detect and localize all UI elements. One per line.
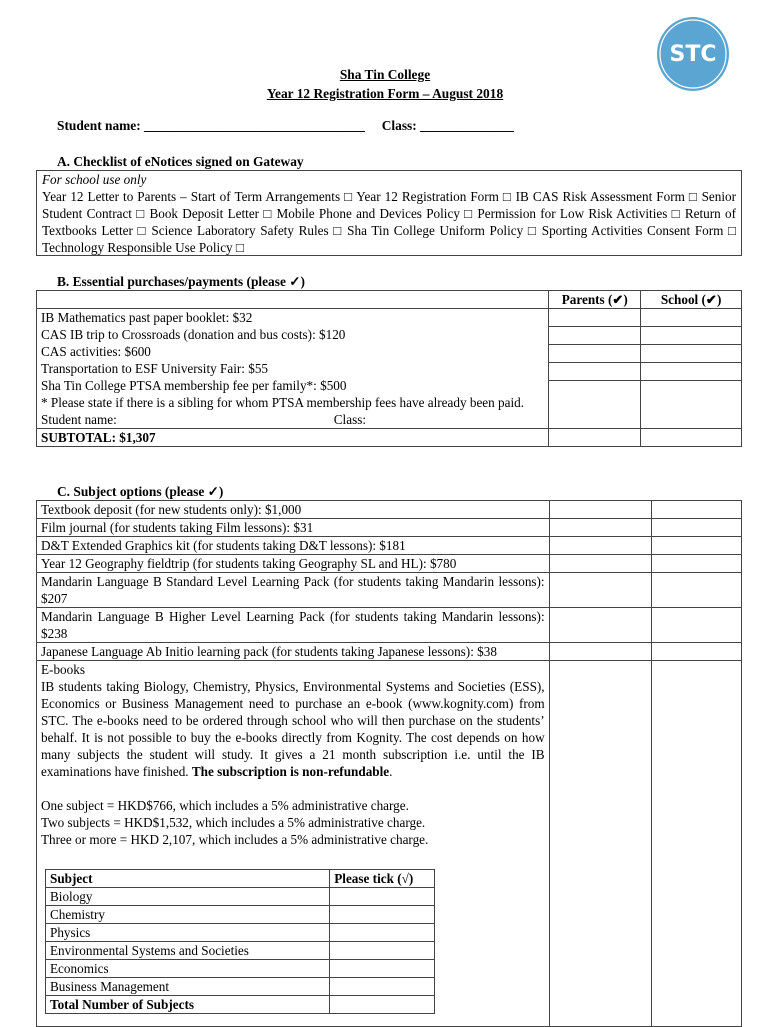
subtotal: SUBTOTAL: $1,307 bbox=[37, 429, 549, 447]
school-name: Sha Tin College bbox=[339, 67, 431, 82]
school-tick-cell[interactable] bbox=[652, 643, 742, 661]
section-b-heading: B. Essential purchases/payments (please ✓) bbox=[57, 274, 305, 289]
list-item: CAS activities: $600 bbox=[41, 344, 151, 359]
parents-tick-cell[interactable] bbox=[549, 555, 652, 573]
table-row bbox=[37, 573, 742, 608]
parents-column-header: Parents (✔) bbox=[549, 291, 641, 309]
school-tick-cell[interactable] bbox=[652, 501, 742, 519]
section-a-box bbox=[36, 170, 742, 256]
student-name-class-line: Student name: _________________________________ Class: ______________ bbox=[57, 118, 514, 133]
school-tick-cell[interactable] bbox=[652, 608, 742, 643]
essential-payments-table bbox=[36, 290, 742, 447]
parents-tick-cell[interactable] bbox=[549, 608, 652, 643]
school-checkbox-cell[interactable] bbox=[641, 309, 742, 429]
option-item: Year 12 Geography fieldtrip (for students taking Geography SL and HL): $780 bbox=[37, 555, 550, 573]
table-row bbox=[37, 608, 742, 643]
option-item: Textbook deposit (for new students only): $1,000 bbox=[37, 501, 550, 519]
parents-tick-cell[interactable] bbox=[549, 643, 652, 661]
parents-tick-cell[interactable] bbox=[549, 519, 652, 537]
option-item: Mandarin Language B Higher Level Learning Pack (for students taking Mandarin lessons): $238 bbox=[37, 608, 550, 643]
table-row bbox=[37, 555, 742, 573]
subject-name: Economics bbox=[46, 960, 330, 978]
tick-header: Please tick (√) bbox=[330, 870, 435, 888]
student-name-label: Student name: bbox=[41, 412, 117, 427]
price-line: Two subjects = HKD$1,532, which includes a 5% administrative charge. bbox=[41, 815, 426, 830]
table-row bbox=[37, 501, 742, 519]
school-tick-cell[interactable] bbox=[652, 519, 742, 537]
table-row bbox=[37, 643, 742, 661]
sibling-student-line bbox=[41, 411, 366, 428]
subject-header: Subject bbox=[46, 870, 330, 888]
total-subjects-label: Total Number of Subjects bbox=[46, 996, 330, 1014]
subject-name: Environmental Systems and Societies bbox=[46, 942, 330, 960]
ebooks-cell bbox=[37, 661, 550, 1027]
subject-name: Physics bbox=[46, 924, 330, 942]
option-item: Film journal (for students taking Film lessons): $31 bbox=[37, 519, 550, 537]
subject-name: Business Management bbox=[46, 978, 330, 996]
school-tick-cell[interactable] bbox=[652, 573, 742, 608]
list-item: Sha Tin College PTSA membership fee per family*: $500 bbox=[41, 378, 347, 393]
subject-tick-cell[interactable] bbox=[330, 942, 435, 960]
list-item: Transportation to ESF University Fair: $55 bbox=[41, 361, 269, 376]
parents-tick-cell[interactable] bbox=[549, 501, 652, 519]
subject-name: Biology bbox=[46, 888, 330, 906]
option-item: Mandarin Language B Standard Level Learning Pack (for students taking Mandarin lessons): $207 bbox=[37, 573, 550, 608]
price-line: One subject = HKD$766, which includes a 5% administrative charge. bbox=[41, 798, 409, 813]
enotices-checklist: Year 12 Letter to Parents – Start of Term Arrangements □ Year 12 Registration Form □ IB CAS Risk Assessment Form □ Senior Student Contract □ Book Deposit Letter □ Mobile Phone and Devices Policy □ Permission for Low Risk Activities □ Return of Textbooks Letter □ Science Laboratory Safety Rules □ Sha Tin College Uniform Policy □ Sporting Activities Consent Form □ Technology Responsible Use Policy □ bbox=[42, 189, 736, 255]
class-label: Class: bbox=[333, 412, 366, 427]
school-subtotal-cell[interactable] bbox=[641, 429, 742, 447]
school-tick-cell[interactable] bbox=[652, 537, 742, 555]
list-item: * Please state if there is a sibling for whom PTSA membership fees have already been paid. bbox=[41, 395, 525, 410]
option-item: D&T Extended Graphics kit (for students taking D&T lessons): $181 bbox=[37, 537, 550, 555]
school-column-header: School (✔) bbox=[641, 291, 742, 309]
ebooks-title: E-books bbox=[41, 662, 85, 677]
ebook-subjects-table bbox=[45, 869, 435, 1014]
parents-tick-cell[interactable] bbox=[549, 573, 652, 608]
subject-tick-cell[interactable] bbox=[330, 888, 435, 906]
parents-checkbox-cell[interactable] bbox=[549, 309, 641, 429]
subject-tick-cell[interactable] bbox=[330, 978, 435, 996]
parents-subtotal-cell[interactable] bbox=[549, 429, 641, 447]
section-c-heading: C. Subject options (please ✓) bbox=[57, 484, 224, 499]
table-row bbox=[37, 519, 742, 537]
list-item: IB Mathematics past paper booklet: $32 bbox=[41, 310, 253, 325]
table-row bbox=[37, 537, 742, 555]
payment-items bbox=[37, 309, 549, 429]
logo-text: STC bbox=[669, 42, 717, 67]
list-item: CAS IB trip to Crossroads (donation and bus costs): $120 bbox=[41, 327, 346, 342]
subject-tick-cell[interactable] bbox=[330, 960, 435, 978]
school-tick-cell[interactable] bbox=[652, 555, 742, 573]
ebooks-description: IB students taking Biology, Chemistry, Physics, Environmental Systems and Societies (ESS), Economics or Business Management need to purchase an e-book (www.kognity.com) from STC. The e-books need to be ordered through school who will then purchase on the students’ behalf. It is not possible to buy the e-books directly from Kognity. The cost depends on how many subjects the student will study. It gives a 21 month subscription i.e. until the IB examinations have finished. The subscription is non-refundable. bbox=[41, 679, 545, 779]
price-line: Three or more = HKD 2,107, which includes a 5% administrative charge. bbox=[41, 832, 429, 847]
subject-name: Chemistry bbox=[46, 906, 330, 924]
table-row bbox=[37, 661, 742, 1027]
parents-ebook-cell[interactable] bbox=[549, 661, 652, 1027]
option-item: Japanese Language Ab Initio learning pack (for students taking Japanese lessons): $38 bbox=[37, 643, 550, 661]
school-ebook-cell[interactable] bbox=[652, 661, 742, 1027]
subject-options-table bbox=[36, 500, 742, 1027]
school-use-note: For school use only bbox=[42, 172, 147, 187]
form-title: Year 12 Registration Form – August 2018 bbox=[266, 86, 504, 101]
section-a-heading: A. Checklist of eNotices signed on Gateway bbox=[57, 154, 304, 169]
non-refundable-note: The subscription is non-refundable bbox=[191, 764, 390, 779]
subject-tick-cell[interactable] bbox=[330, 924, 435, 942]
parents-tick-cell[interactable] bbox=[549, 537, 652, 555]
subject-tick-cell[interactable] bbox=[330, 906, 435, 924]
total-subjects-cell[interactable] bbox=[330, 996, 435, 1014]
